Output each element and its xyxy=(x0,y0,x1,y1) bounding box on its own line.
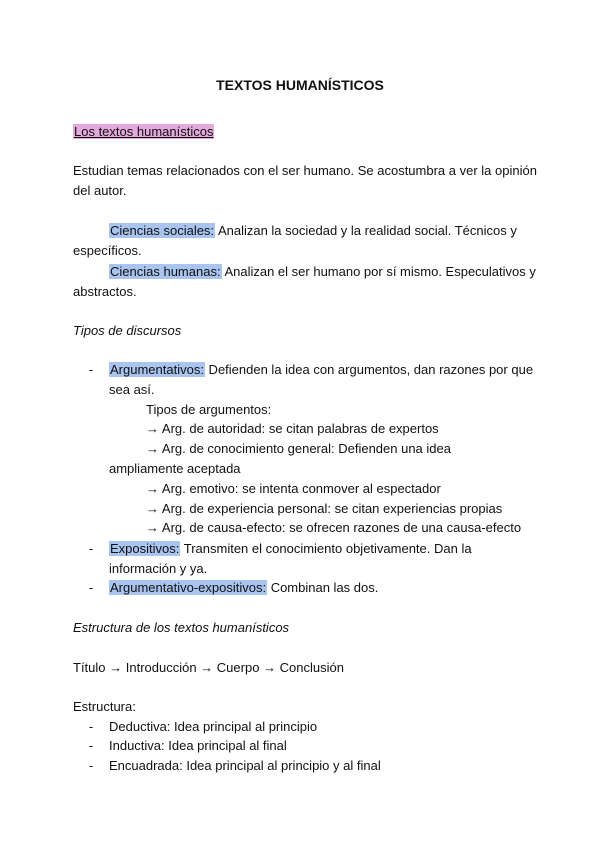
expositivos-term: Expositivos: xyxy=(110,541,180,556)
expositivos-line-1 xyxy=(109,541,472,557)
list-dash: - xyxy=(88,362,94,377)
deductiva-item: Deductiva: Idea principal al principio xyxy=(109,719,318,734)
flow-line: Título → Introducción → Cuerpo → Conclusión xyxy=(73,660,344,675)
argexp-text: Combinan las dos. xyxy=(267,580,379,595)
ciencias-humanas-text: Analizan el ser humano por sí mismo. Especulativos y xyxy=(221,264,536,279)
list-dash: - xyxy=(88,738,94,753)
list-dash: - xyxy=(88,719,94,734)
estructura-label: Estructura: xyxy=(73,699,136,714)
arg-emotivo: → Arg. emotivo: se intenta conmover al espectador xyxy=(146,481,441,496)
ciencias-humanas-term: Ciencias humanas: xyxy=(110,264,221,279)
ciencias-humanas-line-2: abstractos. xyxy=(73,284,137,299)
ciencias-sociales-line-1 xyxy=(109,223,517,239)
ciencias-sociales-term: Ciencias sociales: xyxy=(110,223,215,238)
intro-line-1: Estudian temas relacionados con el ser humano. Se acostumbra a ver la opinión xyxy=(73,163,537,178)
encuadrada-item: Encuadrada: Idea principal al principio y al final xyxy=(109,758,381,773)
argexp-term: Argumentativo-expositivos: xyxy=(110,580,267,595)
document-title: TEXTOS HUMANÍSTICOS xyxy=(216,77,384,93)
section-heading-text: Los textos humanísticos xyxy=(74,124,214,139)
arg-conocimiento-line-1: → Arg. de conocimiento general: Defienden una idea xyxy=(146,441,451,456)
inductiva-item: Inductiva: Idea principal al final xyxy=(109,738,287,753)
arg-autoridad: → Arg. de autoridad: se citan palabras de expertos xyxy=(146,421,439,436)
arg-conocimiento-line-2: ampliamente aceptada xyxy=(109,461,241,476)
arg-causa: → Arg. de causa-efecto: se ofrecen razones de una causa-efecto xyxy=(146,520,522,535)
section-heading xyxy=(73,124,214,140)
expositivos-line-2: información y ya. xyxy=(109,561,208,576)
argumentativos-term: Argumentativos: xyxy=(110,362,204,377)
list-dash: - xyxy=(88,580,94,595)
ciencias-sociales-line-2: específicos. xyxy=(73,243,142,258)
ciencias-sociales-text: Analizan la sociedad y la realidad social. Técnicos y xyxy=(215,223,517,238)
tipos-argumentos-label: Tipos de argumentos: xyxy=(146,402,272,417)
list-dash: - xyxy=(88,541,94,556)
argumentativos-text: Defienden la idea con argumentos, dan razones por que xyxy=(204,362,534,377)
estructura-heading: Estructura de los textos humanísticos xyxy=(73,620,290,635)
list-dash: - xyxy=(88,758,94,773)
ciencias-humanas-line-1 xyxy=(109,264,536,280)
argexp-line xyxy=(109,580,378,596)
arg-experiencia: → Arg. de experiencia personal: se citan experiencias propias xyxy=(146,501,503,516)
intro-line-2: del autor. xyxy=(73,183,127,198)
argumentativos-line-1 xyxy=(109,362,533,378)
argumentativos-line-2: sea así. xyxy=(109,382,155,397)
tipos-heading: Tipos de discursos xyxy=(73,323,182,338)
expositivos-text: Transmiten el conocimiento objetivamente. Dan la xyxy=(180,541,472,556)
